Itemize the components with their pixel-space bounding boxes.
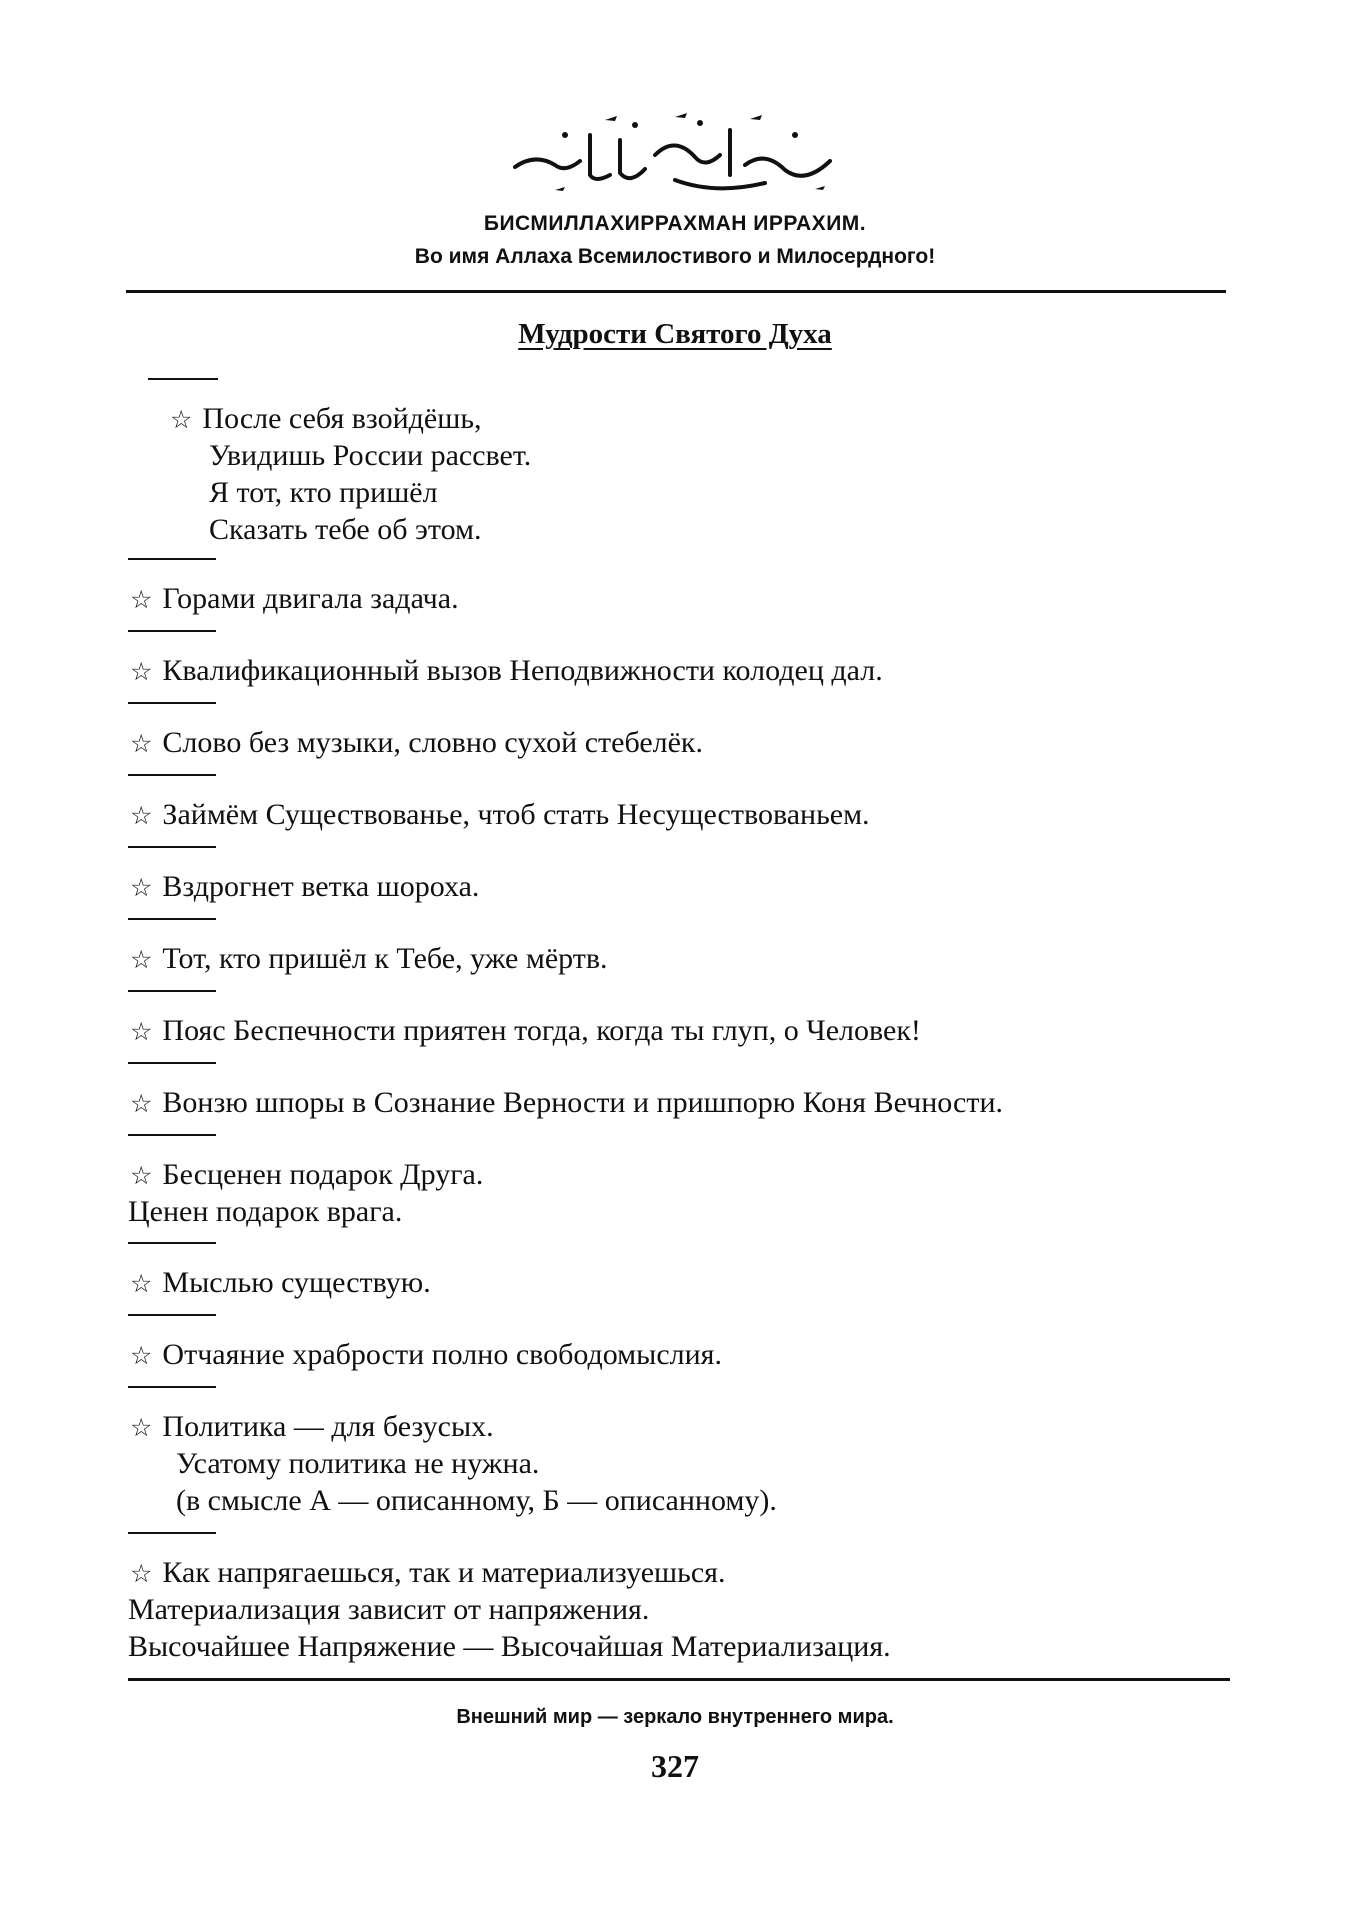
entry-line: ☆ Квалификационный вызов Неподвижности колодец дал. <box>130 654 883 687</box>
star-icon: ☆ <box>130 875 153 902</box>
entry-line: Материализация зависит от напряжения. <box>128 1593 650 1626</box>
short-divider <box>128 558 216 560</box>
entry-line: ☆ Пояс Беспечности приятен тогда, когда ты глуп, о Человек! <box>130 1014 921 1047</box>
star-icon: ☆ <box>130 803 153 830</box>
entry-line: ☆ После себя взойдёшь, <box>170 402 482 435</box>
short-divider <box>148 378 218 380</box>
transliteration-heading: БИСМИЛЛАХИРРАХМАН ИРРАХИМ. <box>483 212 867 235</box>
entry-line: ☆ Как напрягаешься, так и материализуешься. <box>130 1556 726 1589</box>
star-icon: ☆ <box>130 1091 153 1118</box>
page-number: 327 <box>651 1748 699 1784</box>
short-divider <box>128 1242 216 1244</box>
star-icon: ☆ <box>130 1163 153 1190</box>
star-icon: ☆ <box>130 731 153 758</box>
entry-line: Ценен подарок врага. <box>128 1195 403 1228</box>
bottom-divider <box>128 1678 1230 1681</box>
short-divider <box>128 774 216 776</box>
star-icon: ☆ <box>130 1561 153 1588</box>
star-icon: ☆ <box>130 947 153 974</box>
entry-line: Усатому политика не нужна. <box>176 1447 540 1480</box>
entry-line: ☆ Слово без музыки, словно сухой стебелёк. <box>130 726 704 759</box>
short-divider <box>128 990 216 992</box>
entry-line: ☆ Отчаяние храбрости полно свободомыслия. <box>130 1338 722 1371</box>
short-divider <box>128 1062 216 1064</box>
entry-line: Увидишь России рассвет. <box>209 439 532 472</box>
translation-heading: Во имя Аллаха Всемилостивого и Милосердного! <box>414 245 936 268</box>
short-divider <box>128 1532 216 1534</box>
bismillah-calligraphy-icon <box>495 95 855 205</box>
entry-line: ☆ Займём Существованье, чтоб стать Несуществованьем. <box>130 798 870 831</box>
short-divider <box>128 918 216 920</box>
entry-line: ☆ Вздрогнет ветка шороха. <box>130 870 480 903</box>
short-divider <box>128 846 216 848</box>
calligraphy-header <box>0 95 1350 205</box>
star-icon: ☆ <box>170 407 193 434</box>
entry-line: ☆ Мыслью существую. <box>130 1266 431 1299</box>
entry-line: ☆ Бесценен подарок Друга. <box>130 1158 484 1191</box>
short-divider <box>128 1134 216 1136</box>
footer-motto: Внешний мир — зеркало внутреннего мира. <box>456 1706 894 1728</box>
short-divider <box>128 1314 216 1316</box>
entry-line: ☆ Тот, кто пришёл к Тебе, уже мёртв. <box>130 942 608 975</box>
short-divider <box>128 1386 216 1388</box>
entry-line: ☆ Политика — для безусых. <box>130 1410 494 1443</box>
entry-line: Я тот, кто пришёл <box>209 476 438 509</box>
entry-line: Высочайшее Напряжение — Высочайшая Материализация. <box>128 1630 891 1663</box>
entry-line: ☆ Горами двигала задача. <box>130 582 459 615</box>
star-icon: ☆ <box>130 1271 153 1298</box>
entry-line: (в смысле А — описанному, Б — описанному). <box>176 1484 777 1517</box>
star-icon: ☆ <box>130 659 153 686</box>
star-icon: ☆ <box>130 587 153 614</box>
short-divider <box>128 630 216 632</box>
star-icon: ☆ <box>130 1343 153 1370</box>
entry-line: Сказать тебе об этом. <box>209 513 482 546</box>
top-divider <box>126 290 1226 293</box>
short-divider <box>128 702 216 704</box>
page-title: Мудрости Святого Духа <box>518 318 832 350</box>
star-icon: ☆ <box>130 1019 153 1046</box>
star-icon: ☆ <box>130 1415 153 1442</box>
entry-line: ☆ Вонзю шпоры в Сознание Верности и пришпорю Коня Вечности. <box>130 1086 1004 1119</box>
